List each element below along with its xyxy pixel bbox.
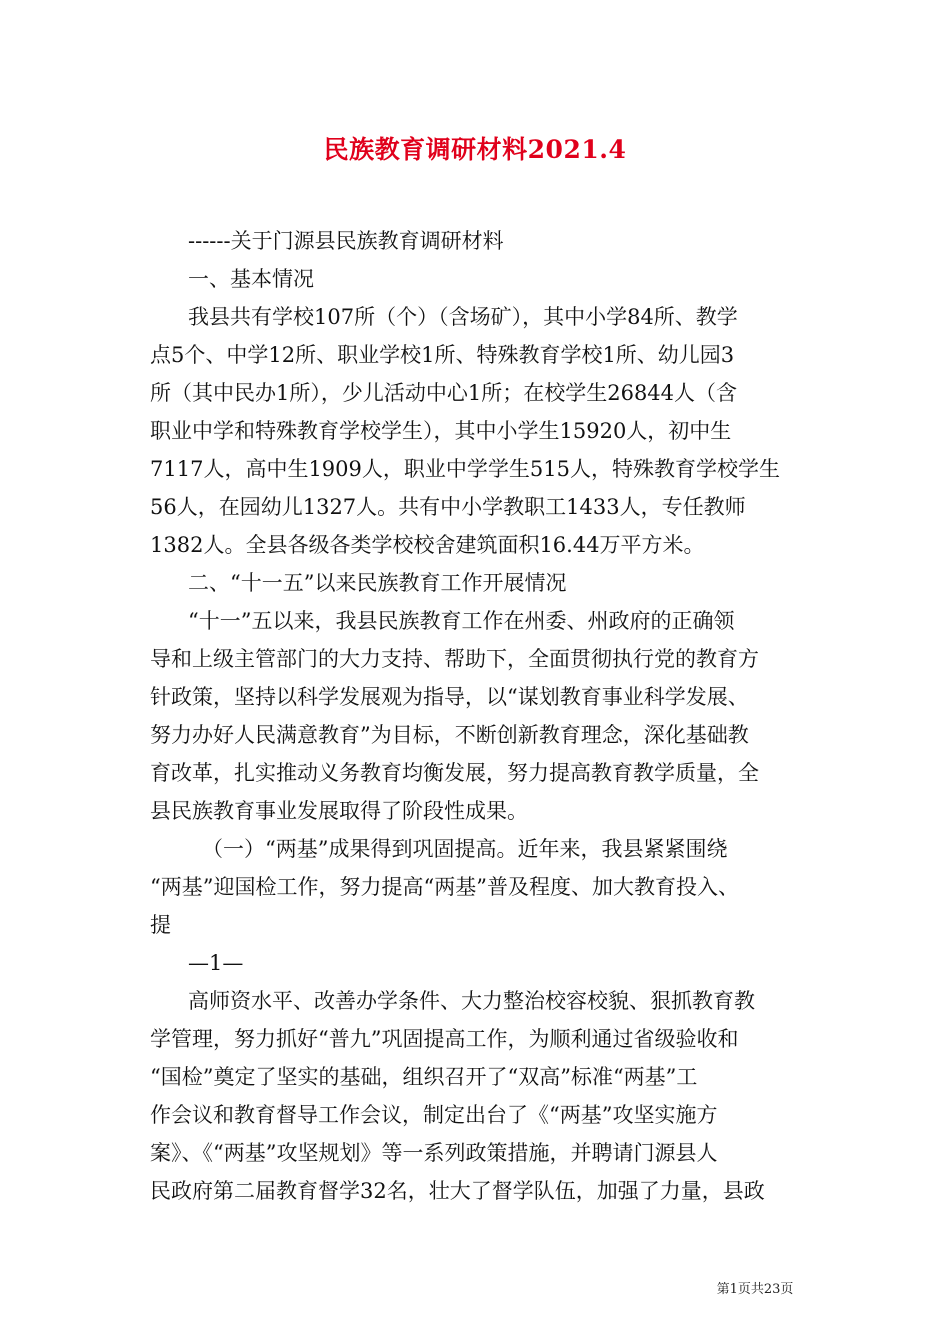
page-title: 民族教育调研材料2021.4 [323, 135, 627, 164]
paragraph-line: 我县共有学校107所（个）（含场矿），其中小学84所、教学 [188, 305, 738, 329]
paragraph-line: 提 [150, 913, 171, 937]
page-count-label: 第1页共23页 [716, 1282, 794, 1297]
paragraph-line: 努力办好人民满意教育”为目标，不断创新教育理念，深化基础教 [150, 723, 749, 747]
paragraph-line: 7117人，高中生1909人，职业中学学生515人，特殊教育学校学生 [150, 457, 780, 481]
paragraph-line: 育改革，扎实推动义务教育均衡发展，努力提高教育教学质量，全 [150, 761, 759, 785]
paragraph-line: 民政府第二届教育督学32名，壮大了督学队伍，加强了力量，县政 [150, 1179, 765, 1203]
page-footer [0, 1278, 950, 1297]
paragraph-line: “十一”五以来，我县民族教育工作在州委、州政府的正确领 [188, 609, 735, 633]
paragraph-line: 1382人。全县各级各类学校校舍建筑面积16.44万平方米。 [150, 533, 705, 557]
paragraph-line: 高师资水平、改善办学条件、大力整治校容校貌、狠抓教育教 [188, 989, 755, 1013]
paragraph-line: 学管理，努力抓好“普九”巩固提高工作，为顺利通过省级验收和 [150, 1027, 739, 1051]
document-body [150, 222, 820, 1210]
paragraph-line: “国检”奠定了坚实的基础，组织召开了“双高”标准“两基”工 [150, 1065, 698, 1089]
paragraph-line: 针政策，坚持以科学发展观为指导，以“谋划教育事业科学发展、 [150, 685, 749, 709]
paragraph-line: 导和上级主管部门的大力支持、帮助下，全面贯彻执行党的教育方 [150, 647, 759, 671]
paragraph-line: 点5个、中学12所、职业学校1所、特殊教育学校1所、幼儿园3 [150, 343, 735, 367]
paragraph-line: 56人，在园幼儿1327人。共有中小学教职工1433人，专任教师 [150, 495, 746, 519]
paragraph-line: “两基”迎国检工作，努力提高“两基”普及程度、加大教育投入、 [150, 875, 739, 899]
page-number-marker: —1— [188, 951, 244, 975]
section-heading: 二、“十一五”以来民族教育工作开展情况 [188, 571, 567, 595]
paragraph-line: 所（其中民办1所），少儿活动中心1所；在校学生26844人（含 [150, 381, 738, 405]
paragraph-line: 作会议和教育督导工作会议，制定出台了《“两基”攻坚实施方 [150, 1103, 718, 1127]
section-heading: 一、基本情况 [188, 267, 314, 291]
paragraph-line: 县民族教育事业发展取得了阶段性成果。 [150, 799, 528, 823]
paragraph-line: 案》、《“两基”攻坚规划》等一系列政策措施，并聘请门源县人 [150, 1141, 718, 1165]
subtitle-line: ------关于门源县民族教育调研材料 [188, 229, 504, 253]
paragraph-line: （一）“两基”成果得到巩固提高。近年来，我县紧紧围绕 [202, 837, 728, 861]
paragraph-line: 职业中学和特殊教育学校学生），其中小学生15920人，初中生 [150, 419, 732, 443]
